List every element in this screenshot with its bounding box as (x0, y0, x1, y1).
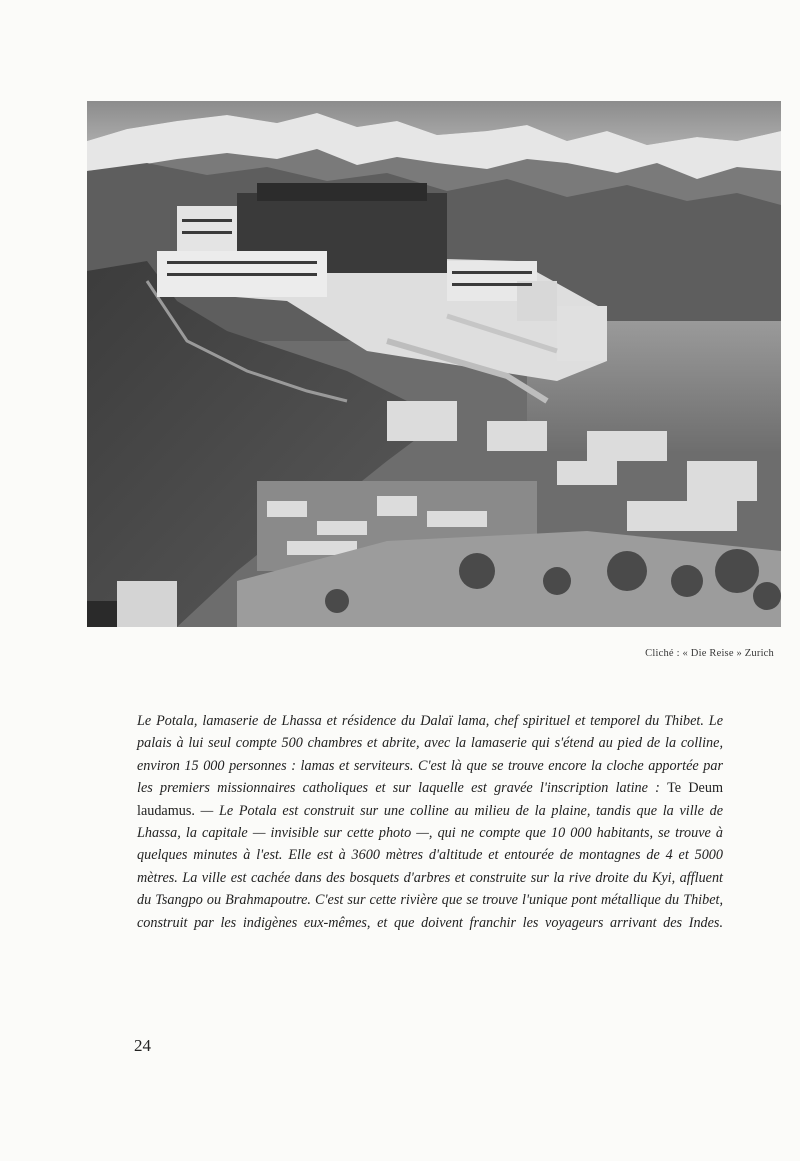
photo-credit: Cliché : « Die Reise » Zurich (645, 648, 774, 659)
caption-text-part-2: — Le Potala est construit sur une colline au milieu de la plaine, tandis que la ville de Lhassa, la capitale — invisible sur cette photo —, qui ne compte que 10 000 habitants, se trouve à quelques minutes à l'est. Elle est à 3600 mètres d'altitude et entourée de montagnes de 4 et 5000 mètres. La ville est cachée dans des bosquets d'arbres et construite sur la rive droite du Kyi, affluent du Tsangpo ou Brahmapoutre. C'est sur cette rivière que se trouve l'unique pont métallique du Thibet, construit par les indigènes eux-mêmes, et que doivent franchir les voyageurs arrivant des Indes. (137, 802, 723, 931)
caption-latin-inscription: Te Deum laudamus. (137, 780, 723, 819)
caption-text-part-1: Le Potala, lamaserie de Lhassa et résidence du Dalaï lama, chef spirituel et temporel du Thibet. Le palais à lui seul compte 500 chambres et abrite, avec la lamaserie qui s'étend au pied de la colline, environ 15 000 personnes : lamas et serviteurs. C'est là que se trouve encore la cloche apportée par les premiers missionnaires catholiques et sur laquelle est gravée l'inscription latine : (137, 713, 723, 797)
potala-photo (87, 101, 781, 627)
potala-photo-graphic (87, 101, 781, 627)
photo-caption (137, 710, 723, 934)
page-number: 24 (134, 1036, 151, 1055)
